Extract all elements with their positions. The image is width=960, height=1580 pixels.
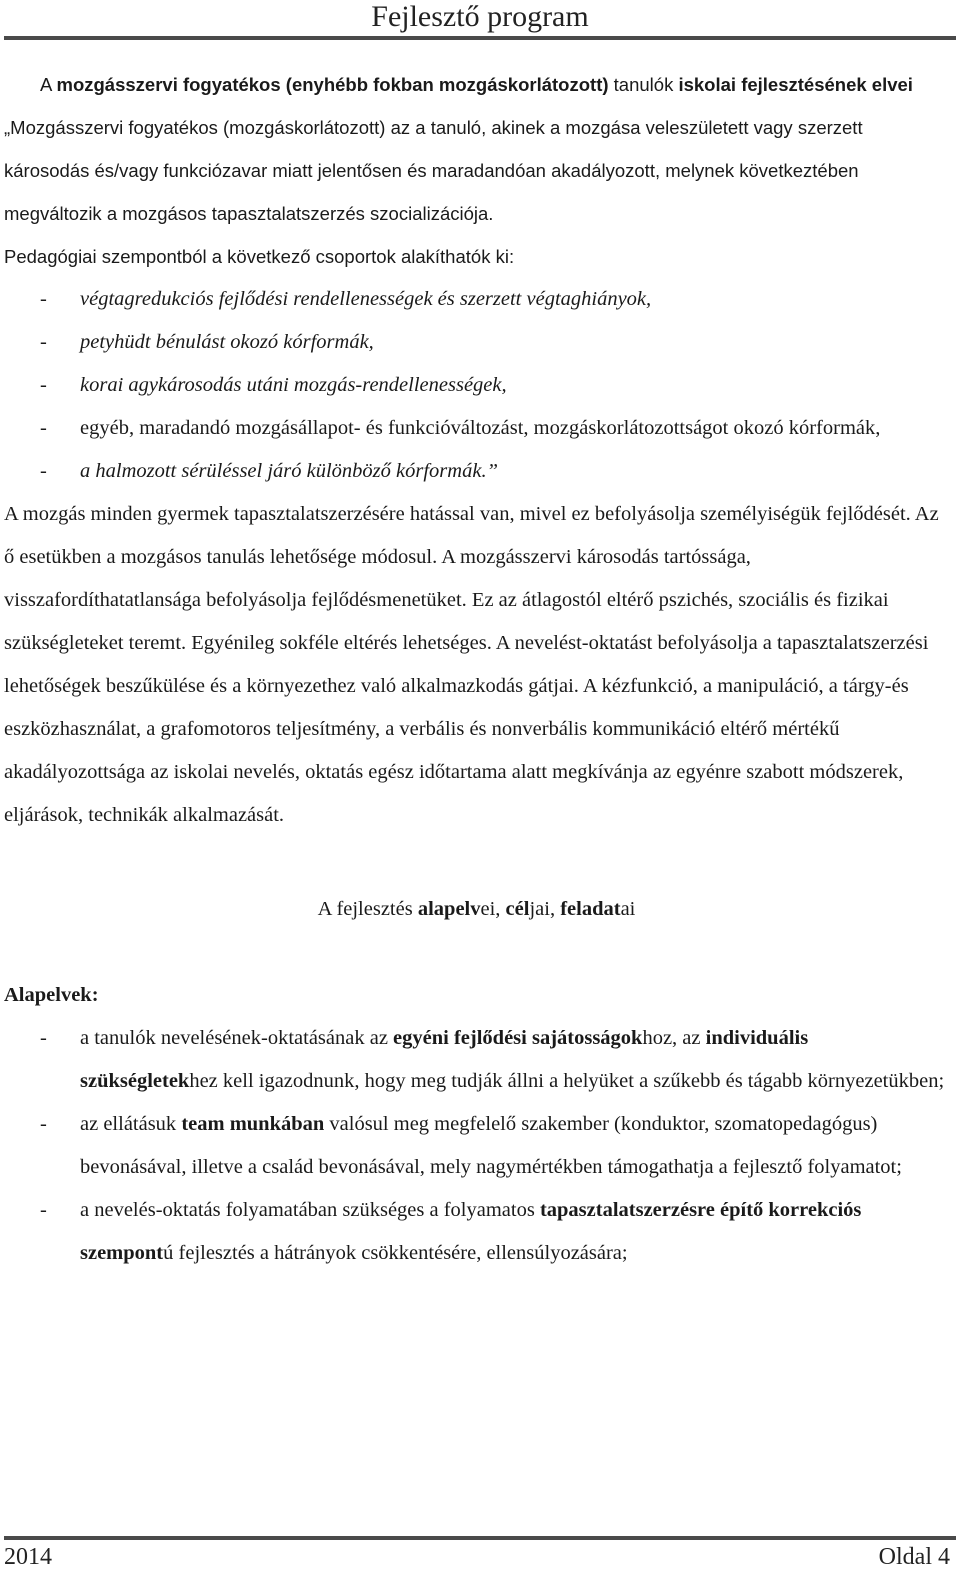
principle-text: a tanulók nevelésének-oktatásának az: [80, 1027, 394, 1049]
intro-title-bold-1: mozgásszervi fogyatékos (enyhébb fokban mozgáskorlátozott): [56, 74, 609, 95]
list-dash: -: [40, 331, 47, 353]
principle-text: a nevelés-oktatás folyamatában szükséges a folyamatos: [80, 1199, 540, 1221]
list-dash: -: [40, 460, 47, 482]
intro-title-part-2: tanulók: [608, 74, 679, 95]
section-heading: [4, 888, 949, 931]
list-dash: -: [40, 288, 47, 310]
section-heading-bold: feladat: [560, 898, 621, 920]
section-heading-bold: cél: [505, 898, 530, 920]
groups-list: [4, 278, 949, 493]
footer-page-number: Oldal 4: [878, 1544, 950, 1570]
principle-bold: egyéni fejlődési sajátosságok: [393, 1027, 643, 1049]
principles-heading: Alapelvek:: [4, 984, 99, 1006]
list-dash: -: [40, 1027, 47, 1049]
principle-text: hez kell igazodnunk, hogy meg tudják állni a helyüket a szűkebb és tágabb környezetükben;: [189, 1070, 945, 1092]
principle-item: [4, 1103, 949, 1189]
intro-title: [4, 63, 949, 106]
list-dash: -: [40, 1199, 47, 1221]
footer-year: 2014: [4, 1544, 52, 1570]
section-heading-bold: alapelv: [417, 898, 481, 920]
group-item-text: a halmozott sérüléssel járó különböző kórformák.”: [80, 460, 498, 482]
principle-bold: tapasztalatszerzésre építő korrekciós szempont: [80, 1199, 862, 1264]
section-heading-part: jai,: [529, 898, 561, 920]
section-heading-part: A fejlesztés: [317, 898, 418, 920]
group-item: [4, 278, 949, 321]
principle-bold: team munkában: [181, 1113, 325, 1135]
group-item: [4, 364, 949, 407]
list-dash: -: [40, 417, 47, 439]
group-item-text: korai agykárosodás utáni mozgás-rendellenességek,: [80, 374, 507, 396]
section-heading-part: ei,: [480, 898, 506, 920]
list-dash: -: [40, 1113, 47, 1135]
page-header-title: Fejlesztő program: [371, 0, 589, 33]
principle-text: valósul meg megfelelő szakember (konduktor, szomatopedagógus) bevonásával, illetve a család bevonásával, mely nagymértékben támogathatja a fejlesztő folyamatot;: [80, 1113, 902, 1178]
document-body: [4, 63, 949, 1275]
group-item-text: petyhüdt bénulást okozó kórformák,: [80, 331, 374, 353]
definition-paragraph: „Mozgásszervi fogyatékos (mozgáskorlátozott) az a tanuló, akinek a mozgása veleszületett vagy szerzett károsodás és/vagy funkciózavar miatt jelentősen és maradandóan akadályozott, melynek következtében megváltozik a mozgásos tapasztalatszerzés szocializációja.: [4, 117, 863, 224]
section-heading-part: ai: [620, 898, 636, 920]
group-item-text: végtagredukciós fejlődési rendellenességek és szerzett végtaghiányok,: [80, 288, 652, 310]
principle-text: ú fejlesztés a hátrányok csökkentésére, ellensúlyozására;: [163, 1242, 628, 1264]
principle-item: [4, 1017, 949, 1103]
group-item: [4, 450, 949, 493]
footer-divider: [4, 1536, 956, 1540]
principle-bold: individuális szükségletek: [80, 1027, 809, 1092]
group-item: [4, 321, 949, 364]
groups-intro: Pedagógiai szempontból a következő csoportok alakíthatók ki:: [4, 246, 515, 267]
group-item: [4, 407, 949, 450]
main-paragraph: A mozgás minden gyermek tapasztalatszerzésére hatással van, mivel ez befolyásolja személyiségük fejlődését. Az ő esetükben a mozgásos tanulás lehetősége módosul. A mozgásszervi károsodás tartóssága, visszafordíthatatlansága befolyásolja fejlődésmenetüket. Ez az átlagostól eltérő pszichés, szociális és fizikai szükségleteket teremt. Egyénileg sokféle eltérés lehetséges. A nevelést-oktatást befolyásolja a tapasztalatszerzési lehetőségek beszűkülése és a környezethez való alkalmazkodás gátjai. A kézfunkció, a manipuláció, a tárgy-és eszközhasználat, a grafomotoros teljesítmény, a verbális és nonverbális kommunikáció eltérő mértékű akadályozottsága az iskolai nevelés, oktatás egész időtartama alatt megkívánja az egyénre szabott módszerek, eljárások, technikák alkalmazását.: [4, 503, 939, 826]
intro-title-bold-2: iskolai fejlesztésének elvei: [678, 74, 913, 95]
group-item-text: egyéb, maradandó mozgásállapot- és funkcióváltozást, mozgáskorlátozottságot okozó kórformák,: [80, 417, 881, 439]
principle-text: az ellátásuk: [80, 1113, 182, 1135]
principle-item: [4, 1189, 949, 1275]
header-divider: [4, 36, 956, 40]
principle-text: hoz, az: [642, 1027, 706, 1049]
principles-list: [4, 1017, 949, 1275]
list-dash: -: [40, 374, 47, 396]
intro-title-part-1: A: [40, 74, 57, 95]
